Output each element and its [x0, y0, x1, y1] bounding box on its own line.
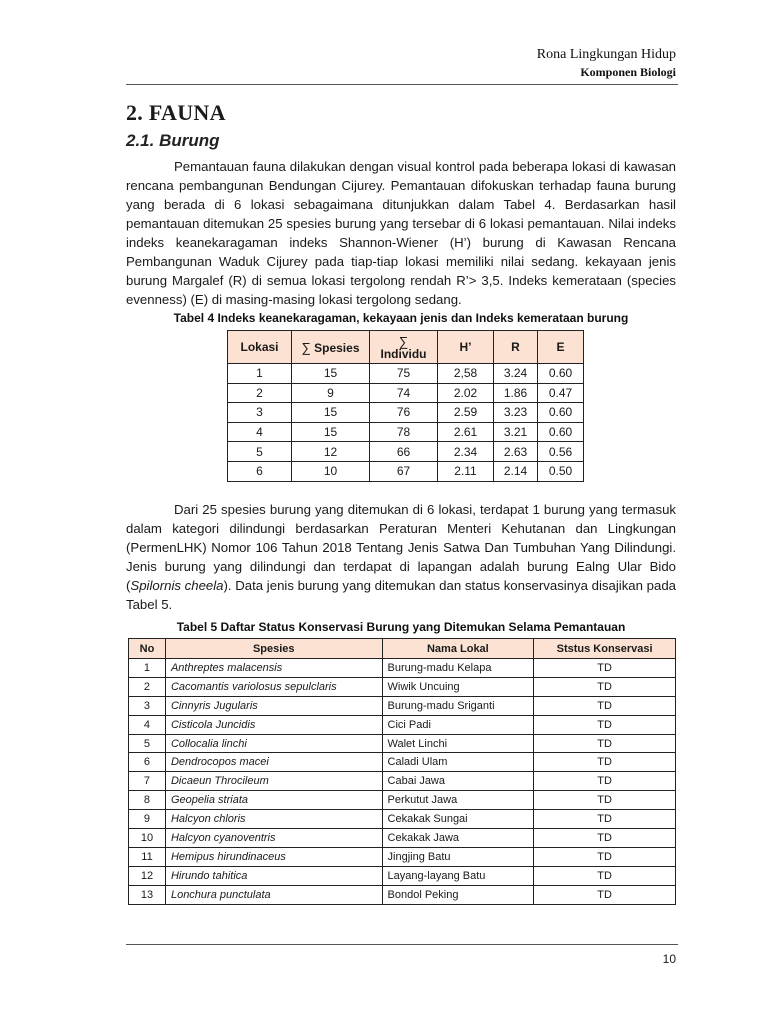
table-row — [129, 753, 676, 772]
running-header-subtitle: Komponen Biologi — [580, 65, 676, 79]
cell-e: 0.47 — [538, 383, 584, 403]
cell-h: 2.34 — [438, 442, 494, 462]
cell-spesies: Dendrocopos macei — [165, 753, 382, 772]
cell-nama-lokal: Layang-layang Batu — [382, 866, 534, 885]
cell-no: 10 — [129, 829, 166, 848]
cell-status: TD — [534, 715, 676, 734]
cell-spesies: Dicaeun Throcileum — [165, 772, 382, 791]
cell-nama-lokal: Caladi Ulam — [382, 753, 534, 772]
table-row — [228, 442, 584, 462]
cell-lokasi: 1 — [228, 364, 292, 384]
cell-spesies: Collocalia linchi — [165, 734, 382, 753]
cell-h: 2.59 — [438, 403, 494, 423]
cell-spesies: Halcyon cyanoventris — [165, 829, 382, 848]
footer-divider — [126, 944, 678, 945]
cell-individu: 66 — [370, 442, 438, 462]
cell-no: 8 — [129, 791, 166, 810]
cell-nama-lokal: Cabai Jawa — [382, 772, 534, 791]
paragraph-text-end: ). Data jenis burung yang ditemukan dan status konservasinya disajikan pada Tabel 5. — [126, 578, 676, 612]
table-header-row — [228, 331, 584, 364]
paragraph-text-start: Dari 25 spesies burung yang ditemukan di 6 lokasi, terdapat 1 burung yang termasuk dalam kategori dilindungi berdasarkan Peraturan Menteri Kehutanan dan Lingkungan (PermenLHK) Nomor 106 Tahun 2018 Tentang Jenis Satwa Dan Tumbuhan Yang Dilindungi. Jenis burung yang dilindungi dan terdapat di lapangan adalah burung Ealng Ular Bido ( — [126, 502, 676, 593]
cell-spesies: 15 — [292, 422, 370, 442]
sigma-symbol: ∑ — [301, 339, 311, 355]
table-row — [129, 810, 676, 829]
cell-h: 2.02 — [438, 383, 494, 403]
cell-spesies: 15 — [292, 403, 370, 423]
cell-individu: 78 — [370, 422, 438, 442]
cell-status: TD — [534, 866, 676, 885]
col-r: R — [494, 331, 538, 364]
cell-no: 2 — [129, 677, 166, 696]
cell-nama-lokal: Cekakak Jawa — [382, 829, 534, 848]
cell-nama-lokal: Wiwik Uncuing — [382, 677, 534, 696]
cell-status: TD — [534, 677, 676, 696]
cell-e: 0.50 — [538, 461, 584, 481]
species-name-italic: Spilornis cheela — [130, 578, 224, 593]
table-row — [129, 659, 676, 678]
cell-status: TD — [534, 753, 676, 772]
cell-spesies: Cacomantis variolosus sepulclaris — [165, 677, 382, 696]
cell-nama-lokal: Jingjing Batu — [382, 847, 534, 866]
cell-nama-lokal: Cici Padi — [382, 715, 534, 734]
table4-caption: Tabel 4 Indeks keanekaragaman, kekayaan jenis dan Indeks kemerataan burung — [173, 311, 629, 325]
diversity-index-table — [227, 330, 584, 482]
cell-status: TD — [534, 734, 676, 753]
section-heading: 2. FAUNA — [126, 100, 226, 125]
cell-status: TD — [534, 791, 676, 810]
cell-no: 6 — [129, 753, 166, 772]
cell-e: 0.60 — [538, 422, 584, 442]
cell-no: 9 — [129, 810, 166, 829]
cell-status: TD — [534, 829, 676, 848]
table-row — [129, 715, 676, 734]
cell-spesies: 10 — [292, 461, 370, 481]
cell-status: TD — [534, 810, 676, 829]
cell-e: 0.60 — [538, 364, 584, 384]
col-lokasi: Lokasi — [228, 331, 292, 364]
cell-status: TD — [534, 847, 676, 866]
cell-h: 2.11 — [438, 461, 494, 481]
running-header-title: Rona Lingkungan Hidup — [536, 47, 676, 62]
header-divider — [126, 84, 678, 85]
cell-h: 2.61 — [438, 422, 494, 442]
col-individu — [370, 331, 438, 364]
col-spesies — [292, 331, 370, 364]
col-individu-label: Individu — [380, 346, 427, 361]
cell-no: 1 — [129, 659, 166, 678]
cell-spesies: Hirundo tahitica — [165, 866, 382, 885]
cell-no: 3 — [129, 696, 166, 715]
cell-nama-lokal: Walet Linchi — [382, 734, 534, 753]
cell-e: 0.60 — [538, 403, 584, 423]
table-row — [129, 677, 676, 696]
cell-nama-lokal: Cekakak Sungai — [382, 810, 534, 829]
table-row — [228, 383, 584, 403]
table-row — [129, 791, 676, 810]
subsection-heading: 2.1. Burung — [126, 131, 220, 150]
table-row — [129, 885, 676, 904]
col-status: Ststus Konservasi — [534, 639, 676, 659]
cell-r: 3.24 — [494, 364, 538, 384]
cell-lokasi: 3 — [228, 403, 292, 423]
cell-spesies: Anthreptes malacensis — [165, 659, 382, 678]
cell-lokasi: 5 — [228, 442, 292, 462]
table5-caption: Tabel 5 Daftar Status Konservasi Burung yang Ditemukan Selama Pemantauan — [176, 620, 626, 634]
col-h: H’ — [438, 331, 494, 364]
cell-no: 4 — [129, 715, 166, 734]
cell-no: 11 — [129, 847, 166, 866]
cell-r: 3.23 — [494, 403, 538, 423]
table-row — [228, 403, 584, 423]
cell-nama-lokal: Bondol Peking — [382, 885, 534, 904]
table-row — [129, 734, 676, 753]
cell-h: 2,58 — [438, 364, 494, 384]
cell-status: TD — [534, 696, 676, 715]
cell-e: 0.56 — [538, 442, 584, 462]
intro-paragraph — [126, 157, 676, 309]
col-e: E — [538, 331, 584, 364]
cell-spesies: Halcyon chloris — [165, 810, 382, 829]
cell-individu: 76 — [370, 403, 438, 423]
cell-spesies: 9 — [292, 383, 370, 403]
table-row — [129, 829, 676, 848]
col-nama-lokal: Nama Lokal — [382, 639, 534, 659]
cell-lokasi: 4 — [228, 422, 292, 442]
cell-spesies: 12 — [292, 442, 370, 462]
table-row — [228, 422, 584, 442]
cell-nama-lokal: Perkutut Jawa — [382, 791, 534, 810]
cell-spesies: Lonchura punctulata — [165, 885, 382, 904]
cell-status: TD — [534, 772, 676, 791]
table-row — [129, 772, 676, 791]
cell-spesies: 15 — [292, 364, 370, 384]
cell-spesies: Hemipus hirundinaceus — [165, 847, 382, 866]
cell-nama-lokal: Burung-madu Sriganti — [382, 696, 534, 715]
page-number: 10 — [662, 952, 676, 966]
sigma-symbol: ∑ — [398, 333, 409, 349]
table-row — [129, 847, 676, 866]
table-row — [228, 461, 584, 481]
cell-spesies: Cinnyris Jugularis — [165, 696, 382, 715]
cell-status: TD — [534, 885, 676, 904]
cell-r: 2.63 — [494, 442, 538, 462]
conservation-status-table — [128, 638, 676, 905]
cell-spesies: Cisticola Juncidis — [165, 715, 382, 734]
cell-lokasi: 6 — [228, 461, 292, 481]
cell-no: 7 — [129, 772, 166, 791]
protected-species-paragraph — [126, 500, 676, 614]
col-spesies: Spesies — [165, 639, 382, 659]
table-row — [129, 866, 676, 885]
intro-paragraph-text: Pemantauan fauna dilakukan dengan visual kontrol pada beberapa lokasi di kawasan rencana pembangunan Bendungan Cijurey. Pemantauan difokuskan terhadap fauna burung yang berada di 6 lokasi sebagaimana ditunjukkan dalam Tabel 4. Berdasarkan hasil pemantauan ditemukan 25 spesies burung yang tersebar di 6 lokasi pemantauan. Nilai indeks indeks keanekaragaman indeks Shannon-Wiener (H’) burung di Kawasan Rencana Pembangunan Waduk Cijurey pada tiap-tiap lokasi memiliki nilai sedang. kekayaan jenis burung Margalef (R) di semua lokasi tergolong rendah R’> 3,5. Indeks kemerataan (species evenness) (E) di masing-masing lokasi tergolong sedang. — [126, 159, 676, 307]
cell-spesies: Geopelia striata — [165, 791, 382, 810]
cell-individu: 74 — [370, 383, 438, 403]
cell-individu: 75 — [370, 364, 438, 384]
cell-r: 2.14 — [494, 461, 538, 481]
table-row — [129, 696, 676, 715]
col-spesies-label: Spesies — [314, 340, 360, 355]
cell-no: 13 — [129, 885, 166, 904]
cell-nama-lokal: Burung-madu Kelapa — [382, 659, 534, 678]
cell-status: TD — [534, 659, 676, 678]
cell-r: 1.86 — [494, 383, 538, 403]
cell-no: 12 — [129, 866, 166, 885]
table-header-row — [129, 639, 676, 659]
cell-no: 5 — [129, 734, 166, 753]
cell-r: 3.21 — [494, 422, 538, 442]
col-no: No — [129, 639, 166, 659]
cell-lokasi: 2 — [228, 383, 292, 403]
cell-individu: 67 — [370, 461, 438, 481]
table-row — [228, 364, 584, 384]
